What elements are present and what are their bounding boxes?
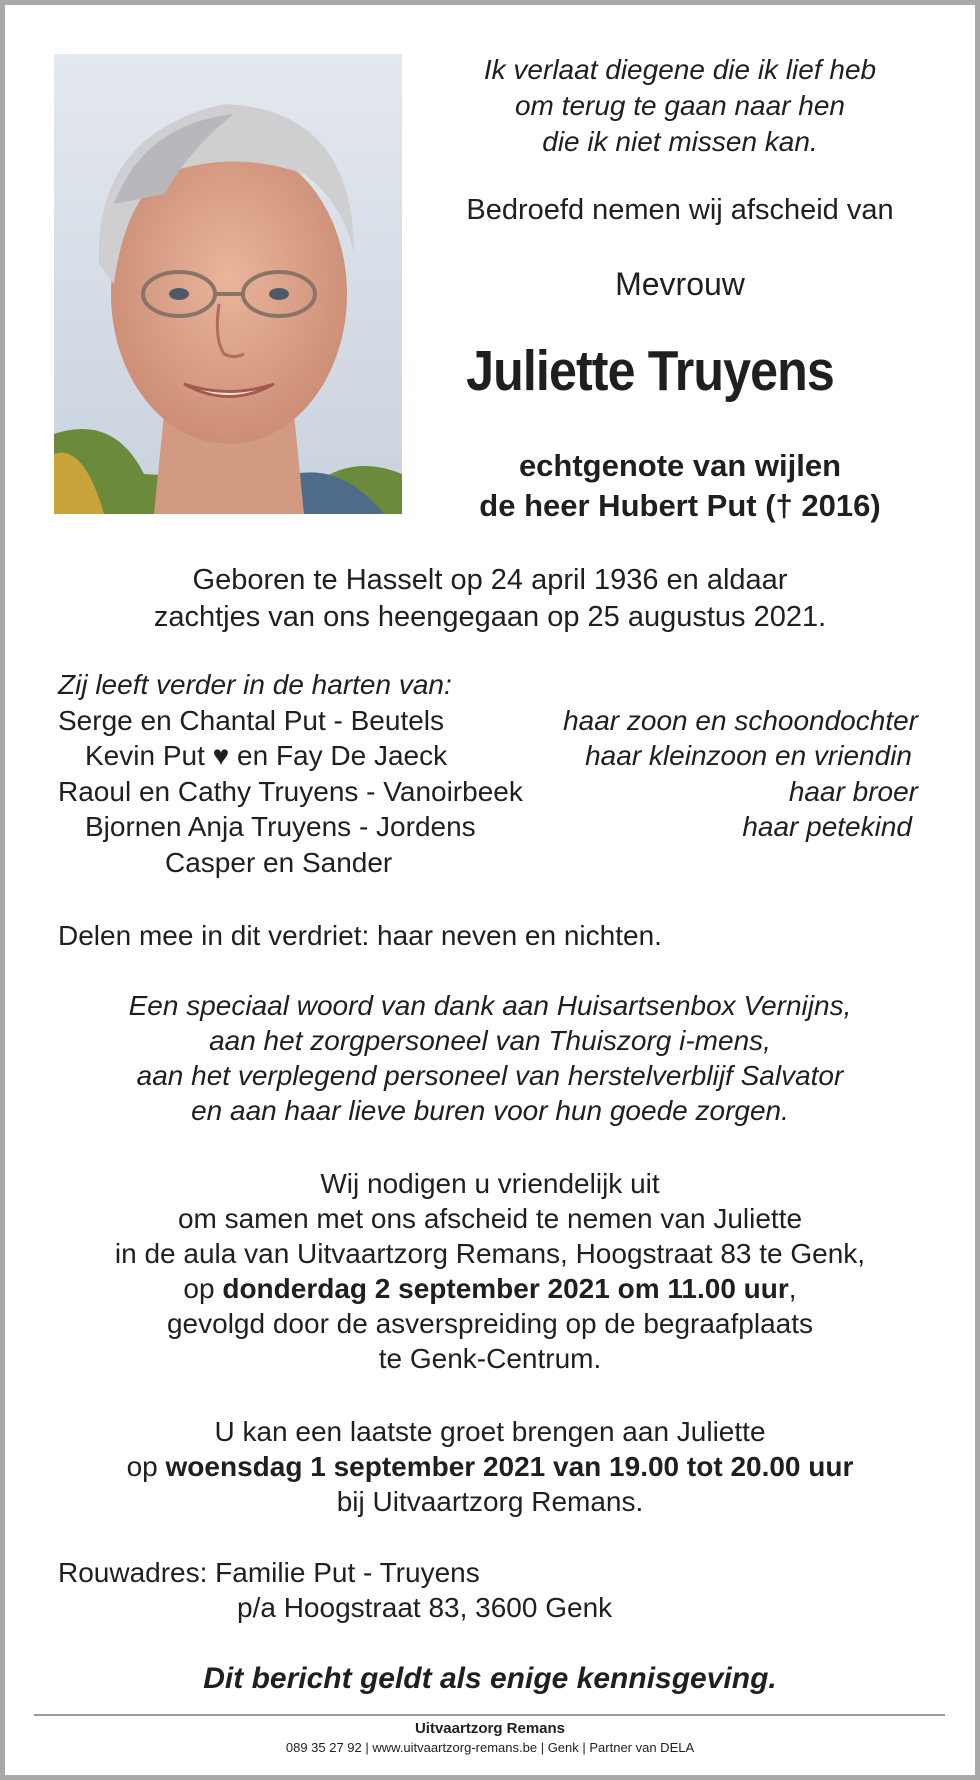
visit-prefix: op — [126, 1451, 166, 1482]
invite-date-line — [40, 1271, 940, 1306]
invite-line: gevolgd door de asverspreiding op de begraafplaats — [166, 1308, 813, 1339]
funeral-datetime: donderdag 2 september 2021 om 11.00 uur — [222, 1273, 789, 1304]
survivors-title: Zij leeft verder in de harten van: — [58, 669, 452, 700]
survivor-relation: haar petekind — [742, 811, 912, 842]
survivor-names: Raoul en Cathy Truyens - Vanoirbeek — [58, 776, 523, 807]
poem-line: Ik verlaat diegene die ik lief heb — [483, 54, 877, 85]
thanks-line: Een speciaal woord van dank aan Huisartsenbox Vernijns, — [128, 990, 852, 1021]
thanks-line: aan het zorgpersoneel van Thuiszorg i-mens, — [209, 1025, 771, 1056]
visit-line: bij Uitvaartzorg Remans. — [336, 1486, 644, 1517]
mourning-address-label: Rouwadres: Familie Put - Truyens — [58, 1557, 480, 1588]
birth-death-info — [54, 562, 926, 636]
survivor-names: Casper en Sander — [165, 847, 393, 878]
footer-divider — [34, 1714, 945, 1716]
spouse-line: de heer Hubert Put († 2016) — [479, 488, 881, 523]
poem-line: om terug te gaan naar hen — [514, 90, 845, 121]
portrait-photo — [54, 54, 402, 514]
intro-text: Bedroefd nemen wij afscheid van — [466, 194, 894, 226]
footer-contact: 089 35 27 92 | www.uitvaartzorg-remans.be | Genk | Partner van DELA — [285, 1740, 695, 1755]
invite-line: om samen met ons afscheid te nemen van Juliette — [177, 1203, 803, 1234]
deceased-name: Juliette Truyens — [466, 339, 834, 403]
born-line: zachtjes van ons heengegaan op 25 augustus 2021. — [153, 601, 827, 633]
funeral-invitation — [40, 1166, 940, 1376]
notice-text: Dit bericht geldt als enige kennisgeving. — [203, 1662, 777, 1695]
spouse-line: echtgenote van wijlen — [518, 448, 842, 483]
thanks-text — [54, 988, 926, 1128]
footer-company: Uitvaartzorg Remans — [414, 1720, 566, 1737]
poem — [420, 52, 940, 160]
thanks-line: aan het verplegend personeel van herstelverblijf Salvator — [136, 1060, 844, 1091]
invite-prefix: op — [183, 1273, 223, 1304]
survivor-names: Kevin Put ♥ en Fay De Jaeck — [85, 740, 448, 771]
visitation-info — [40, 1414, 940, 1519]
invite-line: Wij nodigen u vriendelijk uit — [320, 1168, 660, 1199]
share-text: Delen mee in dit verdriet: haar neven en nichten. — [58, 920, 662, 951]
invite-line: te Genk-Centrum. — [378, 1343, 602, 1374]
survivor-names: Bjornen Anja Truyens - Jordens — [85, 811, 476, 842]
survivor-relation: haar broer — [788, 776, 918, 807]
thanks-line: en aan haar lieve buren voor hun goede zorgen. — [191, 1095, 789, 1126]
invite-line: in de aula van Uitvaartzorg Remans, Hoogstraat 83 te Genk, — [114, 1238, 866, 1269]
mourning-address: p/a Hoogstraat 83, 3600 Genk — [237, 1592, 613, 1623]
poem-line: die ik niet missen kan. — [542, 126, 818, 157]
survivor-names: Serge en Chantal Put - Beutels — [58, 705, 445, 736]
honorific: Mevrouw — [615, 266, 745, 302]
visitation-datetime: woensdag 1 september 2021 van 19.00 tot 20.00 uur — [165, 1451, 854, 1482]
visit-date-line — [40, 1449, 940, 1484]
born-line: Geboren te Hasselt op 24 april 1936 en aldaar — [192, 564, 788, 596]
invite-suffix: , — [788, 1273, 797, 1304]
spouse-info — [420, 446, 940, 526]
survivor-relation: haar kleinzoon en vriendin — [585, 740, 912, 771]
visit-line: U kan een laatste groet brengen aan Juliette — [214, 1416, 766, 1447]
survivor-relation: haar zoon en schoondochter — [563, 705, 918, 736]
